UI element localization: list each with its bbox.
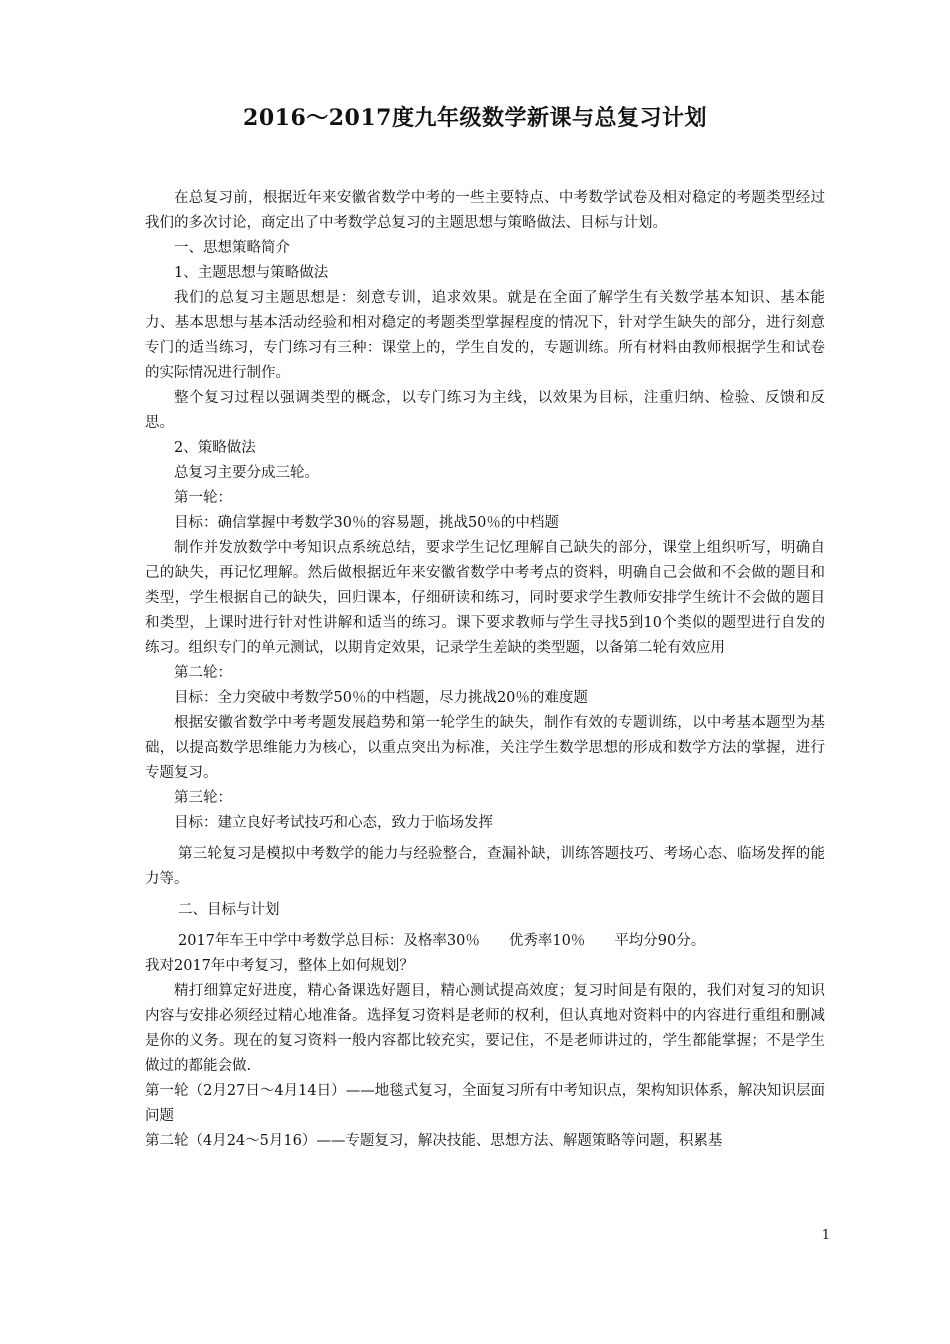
paragraph-theme: 我们的总复习主题思想是：刻意专训，追求效果。就是在全面了解学生有关数学基本知识、基本能力、基本思想与基本活动经验和相对稳定的考题类型掌握程度的情况下，针对学生缺失的部分，进行刻意专门的适当练习，专门练习有三种：课堂上的，学生自发的，专题训练。所有材料由教师根据学生和试卷的实际情况进行制作。 xyxy=(145,290,825,381)
section-heading-goals: 二、目标与计划 xyxy=(178,902,280,918)
round-one-goal: 目标：确信掌握中考数学30％的容易题，挑战50％的中档题 xyxy=(174,515,559,531)
round-two-goal: 目标：全力突破中考数学50％的中档题，尽力挑战20％的难度题 xyxy=(174,690,588,706)
round-one-heading: 第一轮： xyxy=(174,490,232,506)
round-three-heading: 第三轮： xyxy=(174,790,232,806)
subheading-strategy: 2、策略做法 xyxy=(174,440,256,456)
intro-paragraph: 在总复习前，根据近年来安徽省数学中考的一些主要特点、中考数学试卷及相对稳定的考题类型经过我们的多次讨论，商定出了中考数学总复习的主题思想与策略做法、目标与计划。 xyxy=(145,190,825,231)
schedule-round-two: 第二轮（4月24～5月16）——专题复习，解决技能、思想方法、解题策略等问题，积累基 xyxy=(145,1133,723,1149)
round-three-detail: 第三轮复习是模拟中考数学的能力与经验整合，查漏补缺，训练答题技巧、考场心态、临场发挥的能力等。 xyxy=(145,846,825,887)
overall-targets: 2017年车王中学中考数学总目标：及格率30％ 优秀率10％ 平均分90分。 xyxy=(178,933,706,949)
section-heading-strategy: 一、思想策略简介 xyxy=(174,240,290,256)
round-two-heading: 第二轮： xyxy=(174,665,232,681)
round-two-detail: 根据安徽省数学中考考题发展趋势和第一轮学生的缺失，制作有效的专题训练，以中考基本题型为基础，以提高数学思维能力为核心，以重点突出为标准，关注学生数学思想的形成和数学方法的掌握，进行专题复习。 xyxy=(145,715,825,781)
subheading-theme: 1、主题思想与策略做法 xyxy=(174,265,329,281)
document-body xyxy=(145,186,825,1154)
round-three-goal: 目标：建立良好考试技巧和心态，致力于临场发挥 xyxy=(174,815,493,831)
paragraph-three-rounds: 总复习主要分成三轮。 xyxy=(174,465,319,481)
round-one-detail: 制作并发放数学中考知识点系统总结，要求学生记忆理解自己缺失的部分，课堂上组织听写，明确自己的缺失，再记忆理解。然后做根据近年来安徽省数学中考考点的资料，明确自己会做和不会做的题目和类型，学生根据自己的缺失，回归课本，仔细研读和练习，同时要求学生教师安排学生统计不会做的题目和类型，上课时进行针对性讲解和适当的练习。课下要求教师与学生寻找5到10个类似的题型进行自发的练习。组织专门的单元测试，以期肯定效果，记录学生差缺的类型题，以备第二轮有效应用 xyxy=(145,540,825,656)
schedule-round-one: 第一轮（2月27日～4月14日）——地毯式复习，全面复习所有中考知识点，架构知识体系，解决知识层面问题 xyxy=(145,1083,825,1124)
planning-question: 我对2017年中考复习，整体上如何规划？ xyxy=(145,958,414,974)
planning-detail: 精打细算定好进度，精心备课选好题目，精心测试提高效度；复习时间是有限的，我们对复习的知识内容与安排必须经过精心地准备。选择复习资料是老师的权利，但认真地对资料中的内容进行重组和删减是你的义务。现在的复习资料一般内容都比较充实，要记住，不是老师讲过的，学生都能掌握；不是学生做过的都能会做. xyxy=(145,983,825,1074)
document-title: 2016～2017度九年级数学新课与总复习计划 xyxy=(243,105,707,131)
page-number: 1 xyxy=(821,1228,830,1243)
paragraph-process: 整个复习过程以强调类型的概念，以专门练习为主线，以效果为目标，注重归纳、检验、反馈和反思。 xyxy=(145,390,825,431)
